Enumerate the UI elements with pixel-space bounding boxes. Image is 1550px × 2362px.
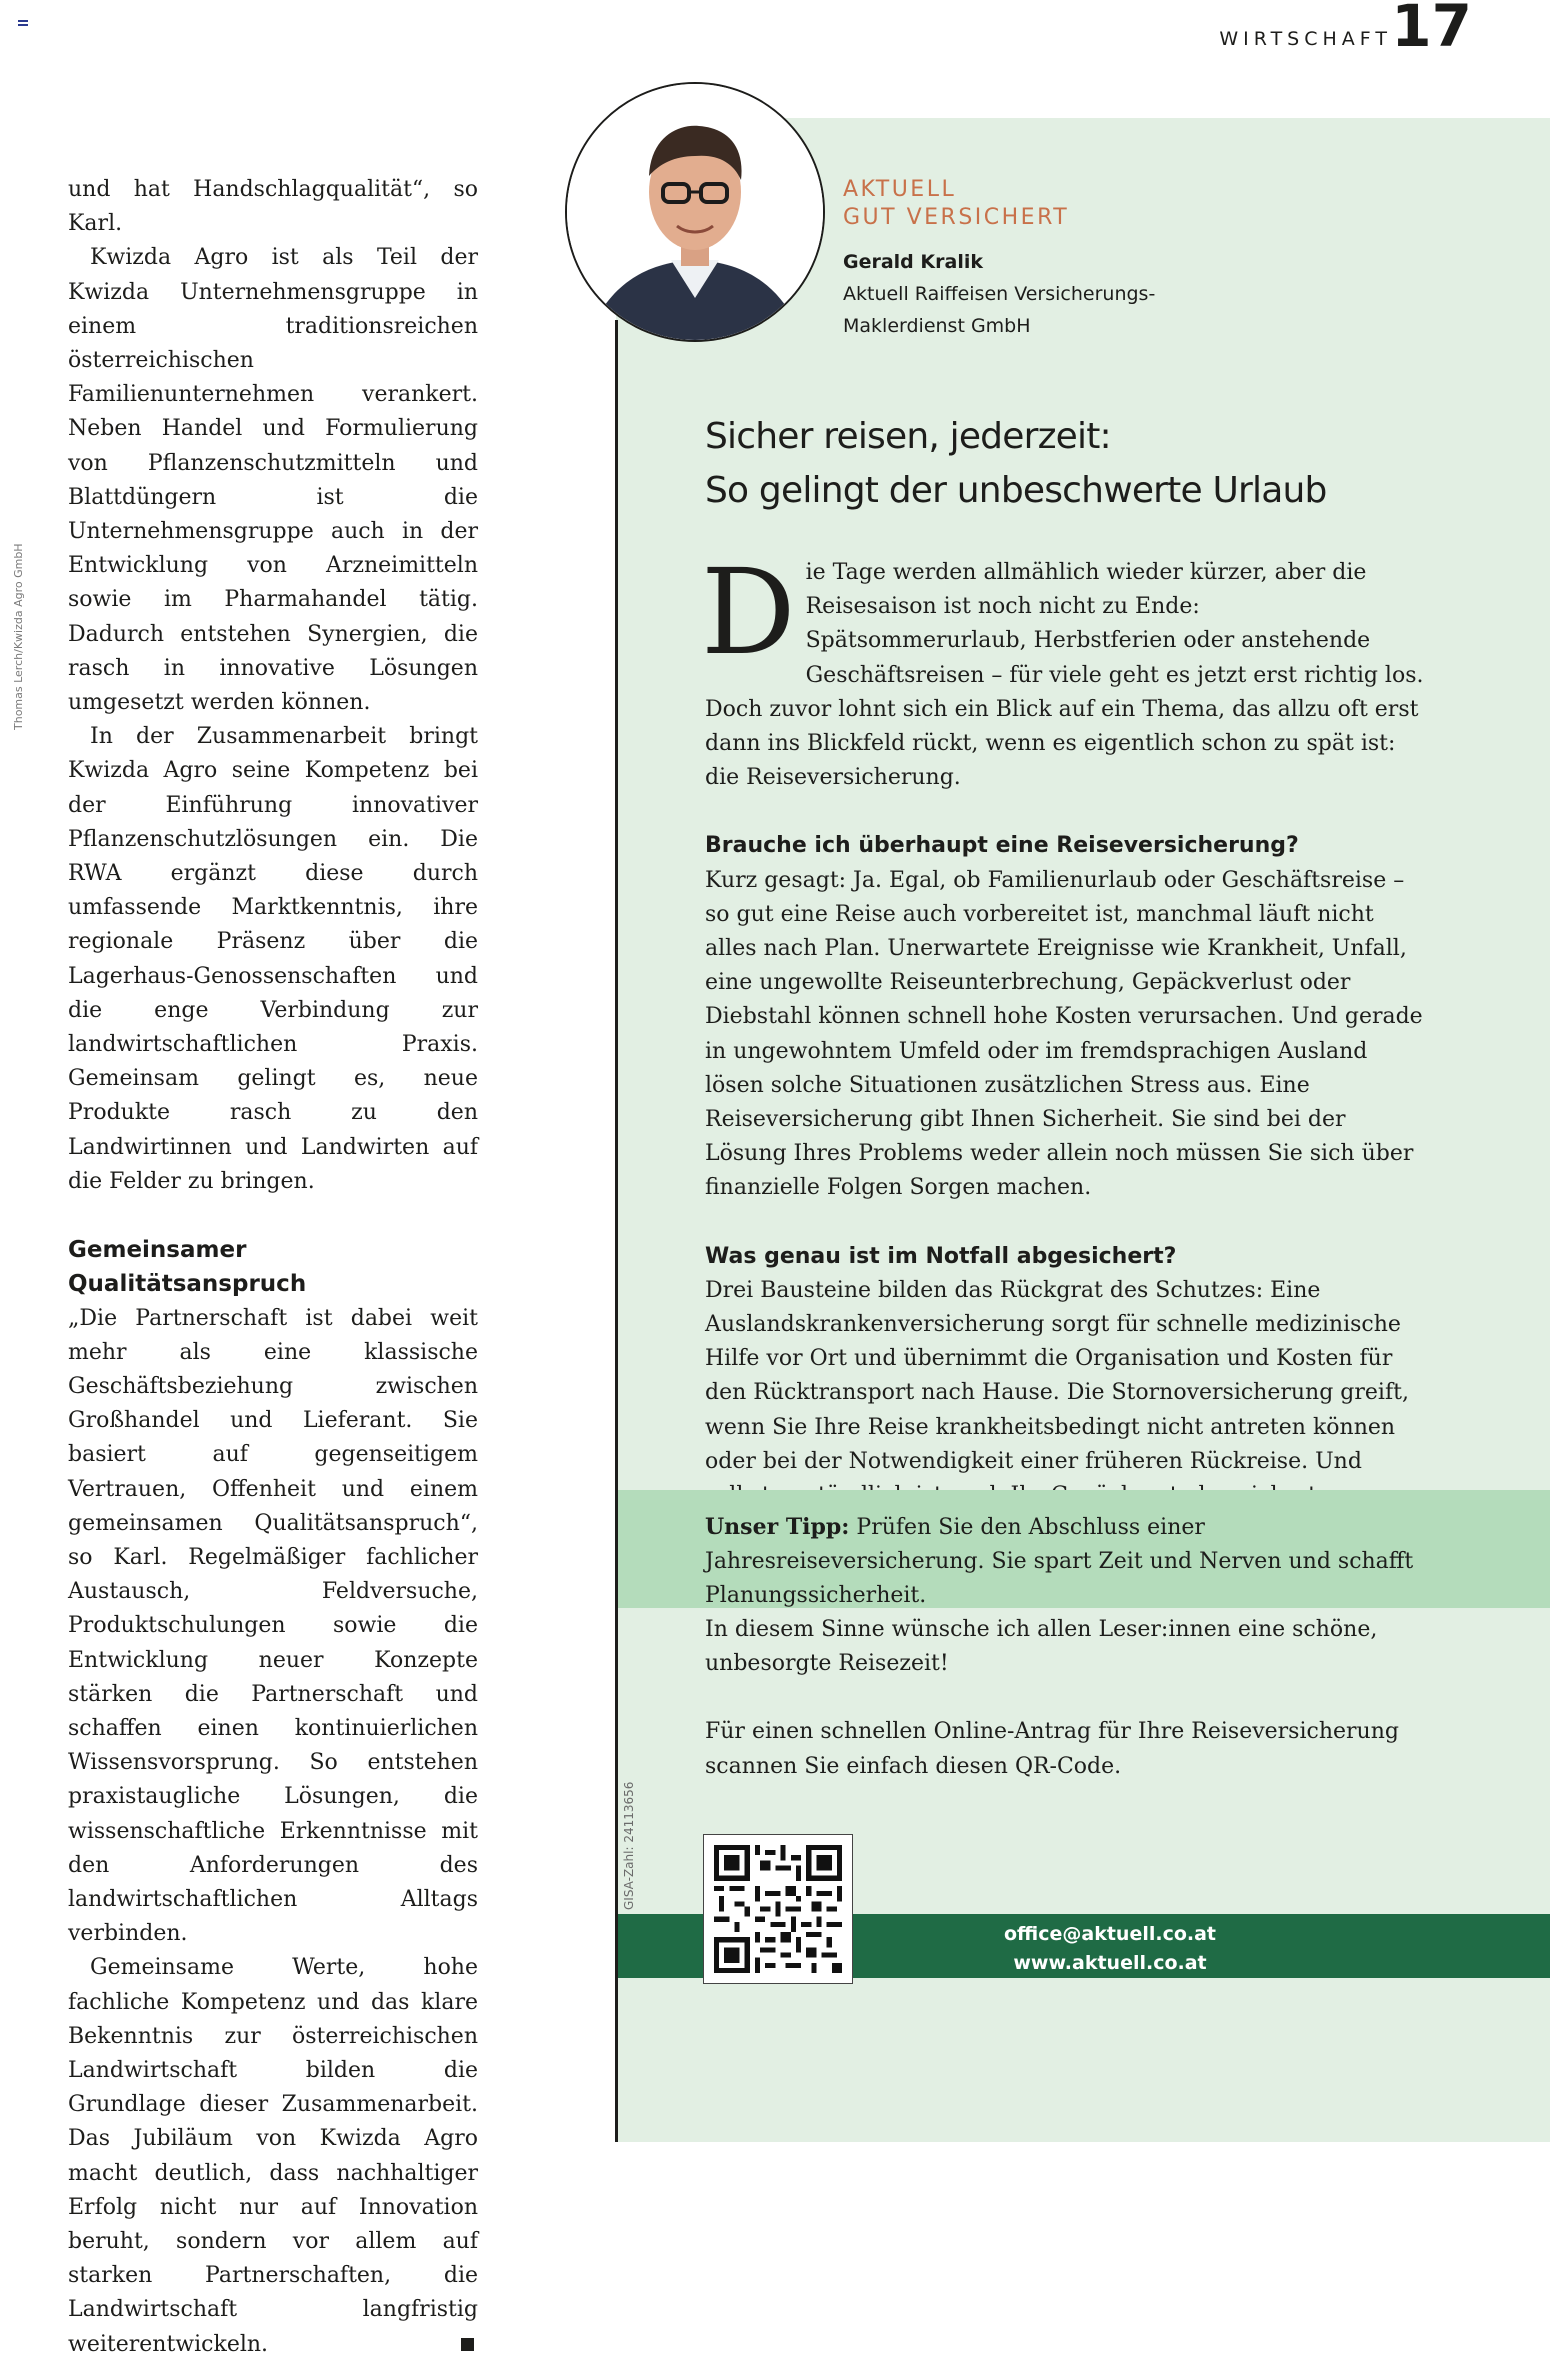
- left-subheading: Gemeinsamer Qualitätsanspruch: [68, 1237, 307, 1298]
- author-info: [843, 176, 1155, 342]
- question-heading-1: Brauche ich überhaupt eine Reiseversicherung?: [705, 833, 1299, 859]
- left-paragraph: Kwizda Agro ist als Teil der Kwizda Unternehmensgruppe in einem traditionsreichen österreichischen Familienunternehmen verankert. Neben Handel und Formulierung von Pflanzenschutzmitteln und Blattdüngern ist die Unternehmensgruppe auch in der Entwicklung von Arzneimitteln sowie im Pharmahandel tätig. Dadurch entstehen Synergien, die rasch in innovative Lösungen umgesetzt werden können.: [68, 245, 478, 716]
- end-of-article-mark: [461, 2338, 474, 2351]
- left-paragraph: In der Zusammenarbeit bringt Kwizda Agro seine Kompetenz bei der Einführung innovativer Pflanzenschutzlösungen ein. Die RWA ergänzt diese durch umfassende Marktkenntnis, ihre regionale Präsenz über die Lagerhaus-Genossenschaften und die enge Verbindung zur landwirtschaftlichen Praxis. Gemeinsam gelingt es, neue Produkte rasch zu den Landwirtinnen und Landwirten auf die Felder zu bringen.: [68, 724, 478, 1194]
- gisa-number: [622, 1780, 636, 1920]
- page-number: 17: [1391, 0, 1472, 60]
- column-article: [701, 410, 1425, 1513]
- drop-cap: D: [701, 543, 796, 681]
- left-paragraph-text: Gemeinsame Werte, hohe fachliche Kompetenz und das klare Bekenntnis zur österreichischen Landwirtschaft bilden die Grundlage dieser Zusammenarbeit. Das Jubiläum von Kwizda Agro macht deutlich, dass nachhaltiger Erfolg nicht nur auf Innovation beruht, sondern vor allem auf starken Partnerschaften, die Landwirtschaft langfristig weiterentwickeln.: [68, 1955, 478, 2357]
- qr-code[interactable]: [703, 1834, 853, 1984]
- contact-info: [1000, 1920, 1220, 1978]
- contact-website[interactable]: www.aktuell.co.at: [1013, 1952, 1207, 1974]
- author-portrait: [565, 82, 825, 342]
- photo-credit: [12, 490, 25, 730]
- column-kicker-line1: AKTUELL: [843, 177, 957, 202]
- left-article-column: [68, 173, 478, 2362]
- intro-text: ie Tage werden allmählich wieder kürzer, aber die Reisesaison ist noch nicht zu Ende: Spätsommerurlaub, Herbstferien oder anstehende Geschäftsreisen – für viele geht es jetzt erst richtig los. Doch zuvor lohnt sich ein Blick auf ein Thema, das allzu oft erst dann ins Blickfeld rückt, wenn es eigentlich schon zu spät ist: die Reiseversicherung.: [705, 560, 1424, 791]
- qr-code-icon: [714, 1845, 842, 1973]
- author-company-line1: Aktuell Raiffeisen Versicherungs-: [843, 283, 1156, 305]
- answer-paragraph-2: Drei Bausteine bilden das Rückgrat des Schutzes: Eine Auslandskrankenversicherung sorgt für schnelle medizinische Hilfe vor Ort und übernimmt die Organisation und Kosten für den Rücktransport nach Hause. Die Stornoversicherung greift, wenn Sie Ihre Reise krankheitsbedingt nicht antreten können oder bei der Notwendigkeit einer früheren Rückreise. Und: [705, 1277, 1409, 1474]
- author-company-line2: Maklerdienst GmbH: [843, 315, 1031, 337]
- contact-email[interactable]: office@aktuell.co.at: [1003, 1923, 1217, 1945]
- tip-body: Prüfen Sie den Abschluss einer Jahresreiseversicherung. Sie spart Zeit und Nerven und schafft Planungssicherheit.: [705, 1515, 1414, 1609]
- article-headline: [705, 410, 1425, 518]
- left-paragraph-last: [68, 1951, 478, 2361]
- question-heading-2: Was genau ist im Notfall abgesichert?: [705, 1243, 1177, 1269]
- closing-paragraph-1: In diesem Sinne wünsche ich allen Leser:innen eine schöne, unbesorgte Reisezeit!: [705, 1617, 1378, 1677]
- author-portrait-illustration: [567, 84, 823, 340]
- photo-credit-text: Thomas Lerch/Kwizda Agro GmbH: [12, 543, 25, 730]
- column-kicker-line2: GUT VERSICHERT: [843, 205, 1070, 230]
- left-paragraph: und hat Handschlagqualität“, so Karl.: [68, 177, 478, 237]
- corner-registration-mark: [18, 20, 28, 26]
- gisa-number-text: GISA-Zahl: 24113656: [622, 1781, 636, 1910]
- section-label: WIRTSCHAFT: [1219, 28, 1392, 50]
- intro-paragraph: [701, 543, 1425, 795]
- closing-paragraph-2: Für einen schnellen Online-Antrag für Ihre Reiseversicherung scannen Sie einfach diesen QR-Code.: [705, 1719, 1399, 1779]
- panel-divider-rule: [615, 320, 618, 2142]
- left-paragraph: „Die Partnerschaft ist dabei weit mehr als eine klassische Geschäftsbeziehung zwischen Großhandel und Lieferant. Sie basiert auf gegenseitigem Vertrauen, Offenheit und einem gemeinsamen Qualitätsanspruch“, so Karl. Regelmäßiger fachlicher Austausch, Feldversuche, Produktschulungen sowie die Entwicklung neuer Konzepte stärken die Partnerschaft und schaffen einen kontinuierlichen Wissensvorsprung. So entstehen praxistaugliche Lösungen, die wissenschaftliche Erkenntnisse mit den Anforderungen des landwirtschaftlichen Alltags verbinden.: [68, 1305, 478, 1947]
- tip-label: Unser Tipp:: [705, 1514, 850, 1540]
- author-name: Gerald Kralik: [843, 251, 983, 273]
- headline-line2: So gelingt der unbeschwerte Urlaub: [705, 470, 1327, 511]
- headline-line1: Sicher reisen, jederzeit:: [705, 416, 1111, 457]
- tip-text: [705, 1510, 1425, 1614]
- answer-paragraph-1: Kurz gesagt: Ja. Egal, ob Familienurlaub oder Geschäftsreise – so gut eine Reise auch vorbereitet ist, manchmal läuft nicht alles nach Plan. Unerwartete Ereignisse wie Krankheit, Unfall, eine ungewollte Reiseunterbrechung, Gepäckverlust oder Diebstahl können schnell hohe Kosten verursachen. Und gerade in ungewohntem Umfeld oder im fremdsprachigen Ausland lösen solche Situationen zusätzlichen Stress aus. Eine Reiseversicherung gibt Ihnen Sicherheit. Sie sind bei der Lösung Ihres Problems weder allein noch müssen Sie sich über finanzielle Folgen Sorgen machen.: [705, 867, 1423, 1201]
- closing-section: [705, 1613, 1425, 1818]
